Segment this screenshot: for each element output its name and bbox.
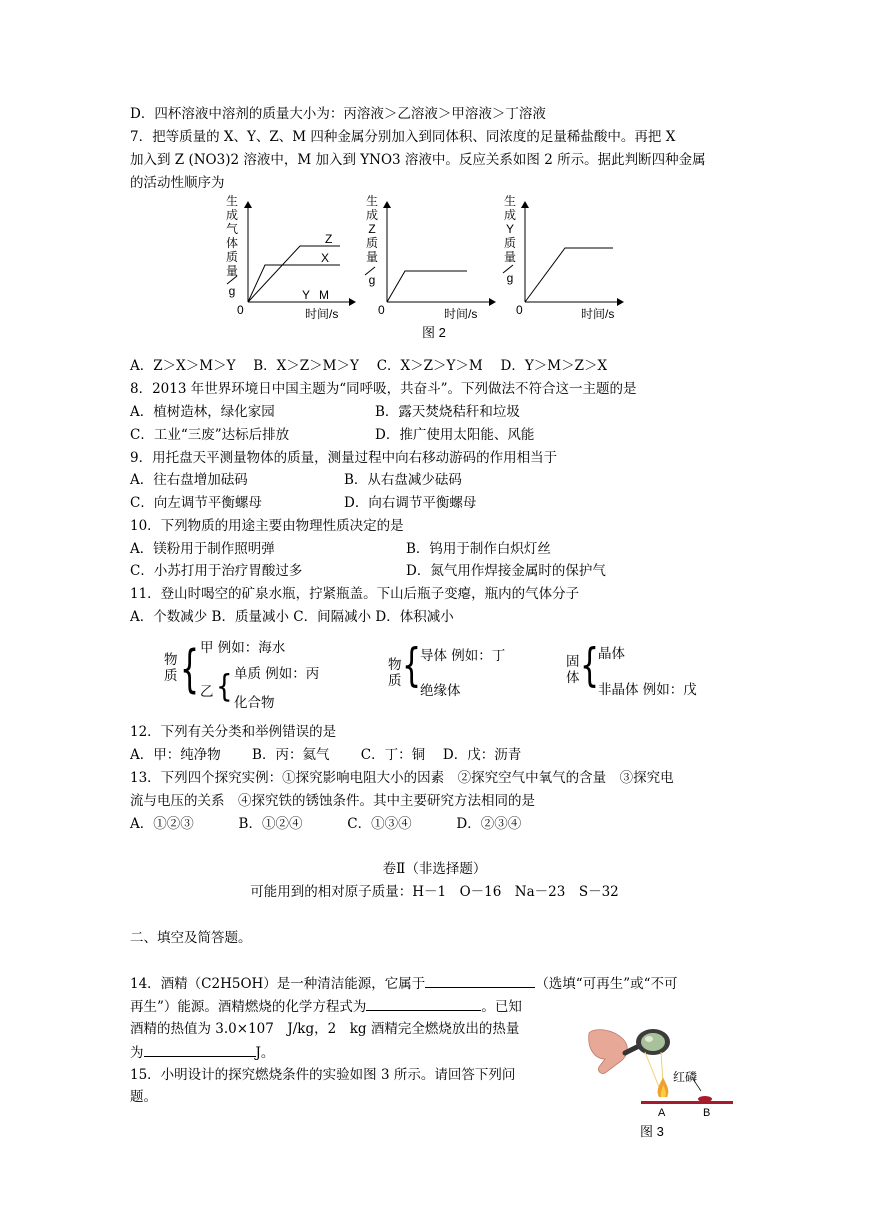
tree3-jingti: 晶体 <box>598 646 625 662</box>
tree3-root: 固体 <box>566 654 580 686</box>
g2-origin: 0 <box>378 303 385 317</box>
relative-atomic-mass: 可能用到的相对原子质量：H－1 O－16 Na－23 S－32 <box>250 884 619 900</box>
g1-ylabel-1: 成 <box>225 208 239 222</box>
q14-blank-heat[interactable] <box>144 1042 256 1057</box>
q8-option-c: C．工业“三废”达标后排放 <box>130 427 290 443</box>
tree3-feijingti: 非晶体 例如：戊 <box>598 682 697 698</box>
tree1-yi: 乙 <box>200 684 214 700</box>
g2-ylabel-0: 生 <box>365 194 379 208</box>
g1-ylabel-4: 质 <box>225 250 239 264</box>
curve-y-label: Y <box>302 288 311 302</box>
tree1-brace: { <box>180 640 200 700</box>
q14-line1-text-a: 14．酒精（C2H5OH）是一种清洁能源，它属于 <box>130 976 426 992</box>
q14-line3: 酒精的热值为 3.0×107 J/kg，2 kg 酒精完全燃烧放出的热量 <box>130 1021 520 1037</box>
q15-stem-line2: 题。 <box>130 1089 157 1105</box>
q8-stem: 8．2013 年世界环境日中国主题为“同呼吸，共奋斗”。下列做法不符合这一主题的是 <box>130 381 637 397</box>
curve-m-label: M <box>319 288 329 302</box>
q10-option-b: B．钨用于制作白炽灯丝 <box>406 541 551 557</box>
graph-y-mass <box>503 193 623 321</box>
q13-options: A．①②③ B．①②④ C．①③④ D．②③④ <box>130 816 522 832</box>
q11-stem: 11．登山时喝空的矿泉水瓶，拧紧瓶盖。下山后瓶子变瘪，瓶内的气体分子 <box>130 586 580 602</box>
volume-2-title: 卷Ⅱ（非选择题） <box>382 861 487 877</box>
g1-ylabel-0: 生 <box>225 194 239 208</box>
q10-stem: 10．下列物质的用途主要由物理性质决定的是 <box>130 518 404 534</box>
q10-option-d: D．氮气用作焊接金属时的保护气 <box>406 563 606 579</box>
g2-ylabel-1: 成 <box>365 208 379 222</box>
tree1-danzhi: 单质 例如：丙 <box>234 666 320 682</box>
tree2-daoti: 导体 例如：丁 <box>420 648 506 664</box>
g1-xlabel: 时间/s <box>305 307 339 321</box>
q8-option-a: A．植树造林，绿化家园 <box>130 404 275 420</box>
g1-ylabel-2: 气 <box>225 222 239 236</box>
g3-ylabel-1: 成 <box>503 208 517 222</box>
q9-option-d: D．向右调节平衡螺母 <box>344 495 477 511</box>
g3-origin: 0 <box>516 303 523 317</box>
tree1-jia: 甲 例如：海水 <box>200 640 286 656</box>
tree1-sub-brace: { <box>216 669 233 705</box>
q14-line4-text-a: 为 <box>130 1045 144 1061</box>
copper-plate <box>641 1101 733 1104</box>
curve-x-label: X <box>321 251 330 265</box>
figure2-caption: 图 2 <box>422 325 446 340</box>
q15-stem-line1: 15．小明设计的探究燃烧条件的实验如图 3 所示。请回答下列问 <box>130 1067 516 1083</box>
graph-gas-mass <box>226 193 355 321</box>
q7-options: A．Z＞X＞M＞Y B．X＞Z＞M＞Y C．X＞Z＞Y＞M D．Y＞M＞Z＞X <box>130 358 608 374</box>
figure3-caption: 图 3 <box>640 1124 664 1139</box>
q8-option-b: B．露天焚烧秸秆和垃圾 <box>375 404 520 420</box>
q14-blank-energy-type[interactable] <box>425 973 535 988</box>
q14-line4-text-b: J。 <box>255 1045 275 1061</box>
q10-option-a: A．镁粉用于制作照明弹 <box>130 541 275 557</box>
q6-option-d: D．四杯溶液中溶剂的质量大小为：丙溶液＞乙溶液＞甲溶液＞丁溶液 <box>130 106 546 122</box>
q14-line1-text-b: （选填“可再生”或“不可 <box>535 976 678 992</box>
hand-icon <box>589 1030 628 1074</box>
q7-stem-line3: 的活动性顺序为 <box>130 175 225 191</box>
q14-line1 <box>130 973 678 994</box>
red-phosphorus-pile <box>698 1096 712 1102</box>
tree2-jueyuanti: 绝缘体 <box>420 683 461 699</box>
graph-z-mass <box>365 193 495 321</box>
q10-option-c: C．小苏打用于治疗胃酸过多 <box>130 563 303 579</box>
g3-ylabel-3: 质 <box>503 236 517 250</box>
tree2-root: 物质 <box>388 657 402 689</box>
q8-option-d: D．推广使用太阳能、风能 <box>375 427 535 443</box>
magnifying-glass-icon <box>625 1029 670 1055</box>
q12-stem: 12．下列有关分类和举例错误的是 <box>130 724 337 740</box>
g1-origin: 0 <box>237 303 244 317</box>
g3-ylabel-0: 生 <box>503 194 517 208</box>
q7-stem-line1: 7．把等质量的 X、Y、Z、M 四种金属分别加入到同体积、同浓度的足量稀盐酸中。再把 X <box>130 129 676 145</box>
tree1-root: 物质 <box>164 652 178 684</box>
g2-unit: g <box>368 273 376 287</box>
q11-options: A．个数减少 B．质量减小 C．间隔减小 D．体积减小 <box>130 609 454 625</box>
g1-ylabel-5: 量 <box>225 264 239 278</box>
g2-ylabel-3: 质 <box>365 236 379 250</box>
g2-xlabel: 时间/s <box>444 307 478 321</box>
q9-option-a: A．往右盘增加砝码 <box>130 472 248 488</box>
section-2-heading: 二、填空及简答题。 <box>130 930 252 946</box>
g1-ylabel-3: 体 <box>225 236 239 250</box>
figure-2 <box>215 192 625 342</box>
label-red-phosphorus: 红磷 <box>673 1070 698 1084</box>
tree3-brace: { <box>580 640 600 693</box>
q12-options: A．甲：纯净物 B．丙：氦气 C．丁：铜 D．戊：沥青 <box>130 747 522 763</box>
q9-option-b: B．从右盘减少砝码 <box>344 472 462 488</box>
tree2-brace: { <box>402 640 422 693</box>
label-b: B <box>703 1107 711 1119</box>
figure-3 <box>585 1025 745 1140</box>
g3-unit: g <box>506 271 514 285</box>
q7-stem-line2: 加入到 Z (NO3)2 溶液中，M 加入到 YNO3 溶液中。反应关系如图 2 所示。据此判断四种金属 <box>130 152 706 168</box>
g3-ylabel-2: Y <box>505 222 515 236</box>
q14-line2-text-b: 。已知 <box>481 999 522 1015</box>
label-a: A <box>658 1107 666 1119</box>
q14-line2 <box>130 996 522 1017</box>
tree1-huahewu: 化合物 <box>234 695 275 711</box>
q9-option-c: C．向左调节平衡螺母 <box>130 495 262 511</box>
g2-ylabel-2: Z <box>368 222 376 236</box>
q13-stem-line1: 13．下列四个探究实例：①探究影响电阻大小的因素 ②探究空气中氧气的含量 ③探究电 <box>130 770 674 786</box>
g2-ylabel-4: 量 <box>365 250 379 264</box>
q13-stem-line2: 流与电压的关系 ④探究铁的锈蚀条件。其中主要研究方法相同的是 <box>130 793 535 809</box>
q14-line2-text-a: 再生”）能源。酒精燃烧的化学方程式为 <box>130 999 367 1015</box>
q14-blank-equation[interactable] <box>366 996 481 1011</box>
q9-stem: 9．用托盘天平测量物体的质量，测量过程中向右移动游码的作用相当于 <box>130 450 558 466</box>
g1-unit: g <box>228 284 236 298</box>
q14-line4 <box>130 1042 274 1063</box>
curve-z-label: Z <box>325 232 333 246</box>
g3-xlabel: 时间/s <box>581 307 615 321</box>
g3-ylabel-4: 量 <box>503 250 517 264</box>
